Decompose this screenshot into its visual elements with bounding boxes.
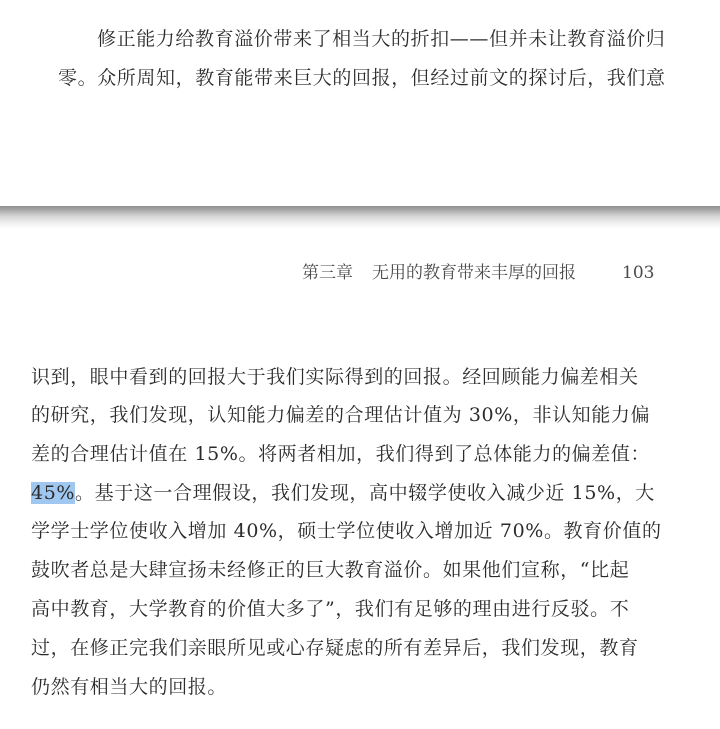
body-line-6: 鼓吹者总是大肆宣扬未经修正的巨大教育溢价。如果他们宣称，“比起 <box>31 559 630 581</box>
page-separator <box>0 206 720 228</box>
body-line-4-text: 。基于这一合理假设，我们发现，高中辍学使收入减少近 15%，大 <box>75 482 655 504</box>
body-line-4 <box>31 481 655 505</box>
body-line-9: 仍然有相当大的回报。 <box>31 676 228 698</box>
running-header-chapter: 第三章 <box>302 263 353 283</box>
page-number: 103 <box>622 263 655 283</box>
body-line-1: 识到，眼中看到的回报大于我们实际得到的回报。经回顾能力偏差相关 <box>31 366 639 388</box>
highlighted-selection[interactable]: 45% <box>31 482 76 504</box>
body-line-2: 的研究，我们发现，认知能力偏差的合理估计值为 30%，非认知能力偏 <box>31 404 651 426</box>
body-line-5: 学学士学位使收入增加 40%，硕士学位使收入增加近 70%。教育价值的 <box>31 520 662 542</box>
body-line-8: 过，在修正完我们亲眼所见或心存疑虑的所有差异后，我们发现，教育 <box>31 637 639 659</box>
previous-page-line-2: 零。众所周知，教育能带来巨大的回报，但经过前文的探讨后，我们意 <box>58 67 666 89</box>
body-line-3: 差的合理估计值在 15%。将两者相加，我们得到了总体能力的偏差值： <box>31 443 651 465</box>
body-line-7: 高中教育，大学教育的价值大多了”，我们有足够的理由进行反驳。不 <box>31 598 630 620</box>
running-header-title: 无用的教育带来丰厚的回报 <box>372 263 576 283</box>
previous-page-line-1: 修正能力给教育溢价带来了相当大的折扣——但并未让教育溢价归 <box>97 28 666 50</box>
